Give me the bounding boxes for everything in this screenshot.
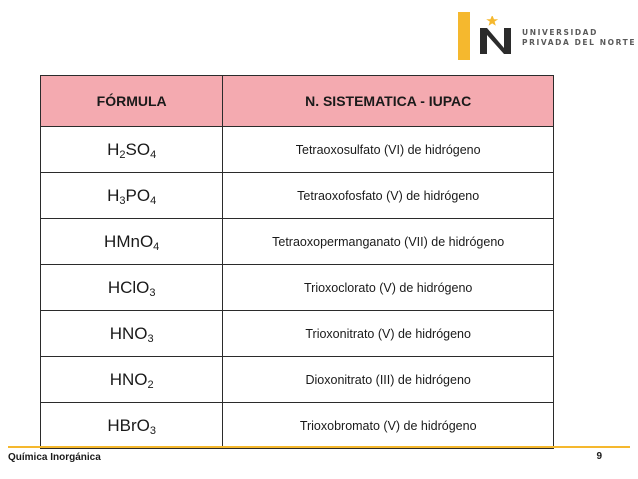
formula-cell — [41, 219, 223, 265]
formula-cell — [41, 311, 223, 357]
logo-line-2: PRIVADA DEL NORTE — [522, 38, 637, 47]
table-body — [41, 127, 554, 449]
formula-subscript: 2 — [147, 378, 154, 391]
systematic-name-cell: Trioxobromato (V) de hidrógeno — [223, 403, 554, 449]
formula-subscript: 4 — [153, 240, 160, 253]
formula-text: H — [107, 185, 120, 205]
systematic-name-cell: Trioxoclorato (V) de hidrógeno — [223, 265, 554, 311]
formula-text: HNO — [109, 369, 148, 389]
logo-n-mark-icon — [478, 16, 514, 56]
logo-line-1: UNIVERSIDAD — [522, 28, 598, 37]
table-row — [41, 173, 554, 219]
formula-subscript: 2 — [119, 148, 126, 161]
formula-cell — [41, 357, 223, 403]
formula-cell — [41, 173, 223, 219]
formula-subscript: 4 — [150, 148, 157, 161]
formula-cell — [41, 127, 223, 173]
header-formula: FÓRMULA — [41, 76, 223, 127]
header-systematic-name: N. SISTEMATICA - IUPAC — [223, 76, 554, 127]
formula-text: HBrO — [107, 415, 150, 435]
table-row — [41, 265, 554, 311]
formula-subscript: 4 — [150, 194, 157, 207]
table-row — [41, 357, 554, 403]
systematic-name-cell: Tetraoxopermanganato (VII) de hidrógeno — [223, 219, 554, 265]
table-row — [41, 311, 554, 357]
university-logo — [458, 12, 637, 60]
formula-cell — [41, 265, 223, 311]
formula-subscript: 3 — [119, 194, 126, 207]
systematic-name-cell: Dioxonitrato (III) de hidrógeno — [223, 357, 554, 403]
table-row — [41, 127, 554, 173]
logo-text — [522, 28, 636, 48]
systematic-name-cell: Trioxonitrato (V) de hidrógeno — [223, 311, 554, 357]
table-header-row — [41, 76, 554, 127]
formula-text: HNO — [109, 323, 148, 343]
formula-subscript: 3 — [149, 286, 156, 299]
table-row — [41, 219, 554, 265]
acids-nomenclature-table — [40, 75, 554, 449]
formula-text: PO — [125, 185, 151, 205]
formula-text: H — [107, 139, 120, 159]
footer-page-number: 9 — [596, 451, 602, 462]
formula-cell — [41, 403, 223, 449]
formula-text: SO — [125, 139, 151, 159]
logo-accent-bar — [458, 12, 470, 60]
formula-subscript: 3 — [149, 424, 156, 437]
systematic-name-cell: Tetraoxosulfato (VI) de hidrógeno — [223, 127, 554, 173]
formula-subscript: 3 — [147, 332, 154, 345]
footer-divider — [8, 446, 630, 448]
formula-text: HClO — [107, 277, 150, 297]
footer-course-name: Química Inorgánica — [8, 452, 101, 463]
table-row — [41, 403, 554, 449]
formula-text: HMnO — [104, 231, 154, 251]
systematic-name-cell: Tetraoxofosfato (V) de hidrógeno — [223, 173, 554, 219]
